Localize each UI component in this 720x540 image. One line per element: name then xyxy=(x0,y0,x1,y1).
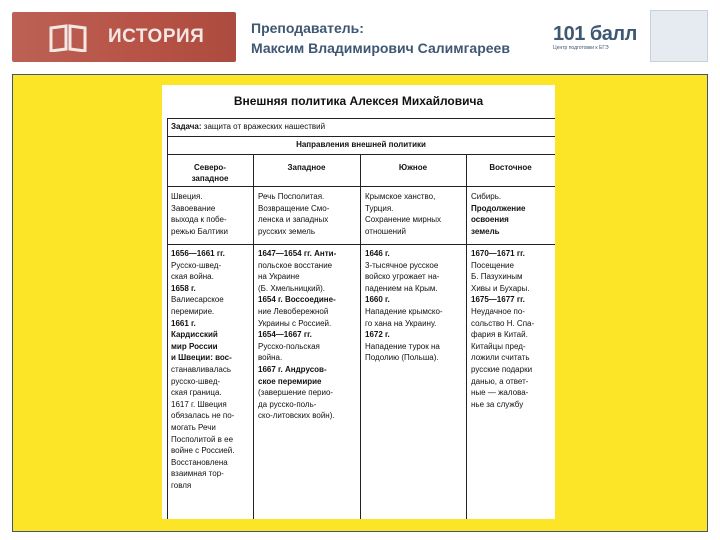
goal-cell-east xyxy=(471,191,555,237)
cell-line: 1667 г. Андрусов- xyxy=(258,364,327,374)
cell-line: Турция. xyxy=(365,203,394,213)
goal-cell-northwest xyxy=(171,191,253,237)
cell-line: Хивы и Бухары. xyxy=(471,283,530,293)
cell-line: Нападение турок на xyxy=(365,341,440,351)
cell-line: 1672 г. xyxy=(365,330,390,340)
table-page xyxy=(162,85,555,519)
cell-line: го хана на Украину. xyxy=(365,318,437,328)
cell-line: Б. Пазухиным xyxy=(471,272,523,282)
brand-subtitle: Центр подготовки к ЕГЭ xyxy=(553,45,609,51)
cell-line: мир России xyxy=(171,341,218,351)
brand-name: 101 балл xyxy=(553,23,637,45)
cell-line: русские подарки xyxy=(471,364,533,374)
cell-line: освоения xyxy=(471,215,509,225)
cell-line: 1670—1671 гг. xyxy=(471,249,525,258)
cell-line: Сохранение мирных xyxy=(365,215,442,225)
cell-line: данью, а ответ- xyxy=(471,376,529,386)
grid-line xyxy=(360,154,361,519)
cell-line: Валиесарское xyxy=(171,295,224,305)
cell-line: русско-швед- xyxy=(171,376,221,386)
grid-line xyxy=(167,186,555,187)
cell-line: и Швеции: вос- xyxy=(171,353,232,363)
task-label: Задача: xyxy=(171,122,202,131)
cell-line: ское перемирие xyxy=(258,376,322,386)
cell-line: отношений xyxy=(365,226,407,236)
column-header-west: Западное xyxy=(287,163,326,172)
cell-line: 1646 г. xyxy=(365,249,390,258)
cell-line: 1654 г. Воссоедине- xyxy=(258,295,336,305)
cell-line: 1647—1654 гг. Анти- xyxy=(258,249,337,258)
teacher-name: Максим Владимирович Салимгареев xyxy=(251,40,510,56)
goal-cell-south xyxy=(365,191,466,237)
cell-line: 1675—1677 гг. xyxy=(471,295,525,305)
cell-line: Посещение xyxy=(471,260,514,270)
cell-line: Китайцы пред- xyxy=(471,341,526,351)
cell-line: ложили считать xyxy=(471,353,530,363)
cell-line: Крымское ханство, xyxy=(365,192,436,201)
cell-line: ние Левобережной xyxy=(258,306,329,316)
cell-line: сольство Н. Спа- xyxy=(471,318,535,328)
grid-line xyxy=(167,244,555,245)
cell-line: Возвращение Смо- xyxy=(258,203,330,213)
events-cell-west xyxy=(258,248,360,422)
cell-line: войско угрожает на- xyxy=(365,272,440,282)
events-cell-east xyxy=(471,248,555,410)
column-header-east: Восточное xyxy=(489,163,532,172)
cell-line: нье за службу xyxy=(471,399,524,409)
cell-line: могать Речи xyxy=(171,422,216,432)
cell-line: перемирие. xyxy=(171,306,215,316)
cell-line: Завоевание xyxy=(171,203,216,213)
teacher-info xyxy=(251,18,510,58)
events-cell-northwest xyxy=(171,248,253,491)
cell-line: Нападение крымско- xyxy=(365,306,443,316)
cell-line: Сибирь. xyxy=(471,192,502,201)
cell-line: 1660 г. xyxy=(365,295,390,305)
brand-logo xyxy=(553,24,637,51)
grid-line xyxy=(466,154,467,519)
cell-line: ленска и западных xyxy=(258,215,329,225)
cell-line: ско-литовских войн). xyxy=(258,411,335,421)
cell-line: 1617 г. Швеция xyxy=(171,399,227,409)
subject-title: ИСТОРИЯ xyxy=(108,26,205,47)
cell-line: говля xyxy=(171,480,192,490)
directions-header: Направления внешней политики xyxy=(296,140,426,149)
cell-line: 1661 г. xyxy=(171,318,196,328)
cell-line: Украины с Россией. xyxy=(258,318,332,328)
cell-line: ные — жалова- xyxy=(471,388,529,398)
cell-line: Продолжение xyxy=(471,203,526,213)
cell-line: Речь Посполитая. xyxy=(258,192,325,201)
goal-cell-west xyxy=(258,191,360,237)
cell-line: падением на Крым. xyxy=(365,283,438,293)
cell-line: 3-тысячное русское xyxy=(365,260,439,270)
column-header-northwest: Северо- западное xyxy=(191,163,229,183)
cell-line: выхода к побе- xyxy=(171,215,227,225)
cell-line: война. xyxy=(258,353,283,363)
cell-line: Швеция. xyxy=(171,192,203,201)
cell-line: войне с Россией. xyxy=(171,446,235,456)
grid-line xyxy=(167,118,555,119)
corner-thumbnail xyxy=(650,10,708,62)
teacher-label: Преподаватель: xyxy=(251,20,364,36)
cell-line: 1654—1667 гг. xyxy=(258,330,312,340)
cell-line: (завершение перио- xyxy=(258,388,334,398)
grid-line xyxy=(167,154,555,155)
cell-line: обязалась не по- xyxy=(171,411,235,421)
cell-line: Посполитой в ее xyxy=(171,434,234,444)
cell-line: ская граница. xyxy=(171,388,222,398)
cell-line: взаимная тор- xyxy=(171,469,224,479)
cell-line: польское восстание xyxy=(258,260,333,270)
cell-line: Русско-швед- xyxy=(171,260,222,270)
cell-line: русских земель xyxy=(258,226,316,236)
cell-line: Неудачное по- xyxy=(471,306,525,316)
open-book-icon xyxy=(48,24,88,52)
column-header-south: Южное xyxy=(398,163,428,172)
cell-line: ская война. xyxy=(171,272,214,282)
table-title: Внешняя политика Алексея Михайловича xyxy=(233,94,484,108)
events-cell-south xyxy=(365,248,466,364)
task-row xyxy=(171,122,325,131)
cell-line: (Б. Хмельницкий). xyxy=(258,283,326,293)
cell-line: 1656—1661 гг. xyxy=(171,249,225,258)
cell-line: 1658 г. xyxy=(171,283,196,293)
subject-badge xyxy=(12,12,236,62)
grid-line xyxy=(167,136,555,137)
cell-line: фария в Китай. xyxy=(471,330,528,340)
cell-line: Русско-польская xyxy=(258,341,320,351)
task-text: защита от вражеских нашествий xyxy=(201,122,326,131)
cell-line: режью Балтики xyxy=(171,226,229,236)
cell-line: да русско-поль- xyxy=(258,399,317,409)
cell-line: Восстановлена xyxy=(171,457,228,467)
cell-line: земель xyxy=(471,226,500,236)
cell-line: станавливалась xyxy=(171,364,231,374)
cell-line: Подолию (Польша). xyxy=(365,353,439,363)
cell-line: Кардисский xyxy=(171,330,218,340)
grid-line xyxy=(253,154,254,519)
cell-line: на Украине xyxy=(258,272,300,282)
